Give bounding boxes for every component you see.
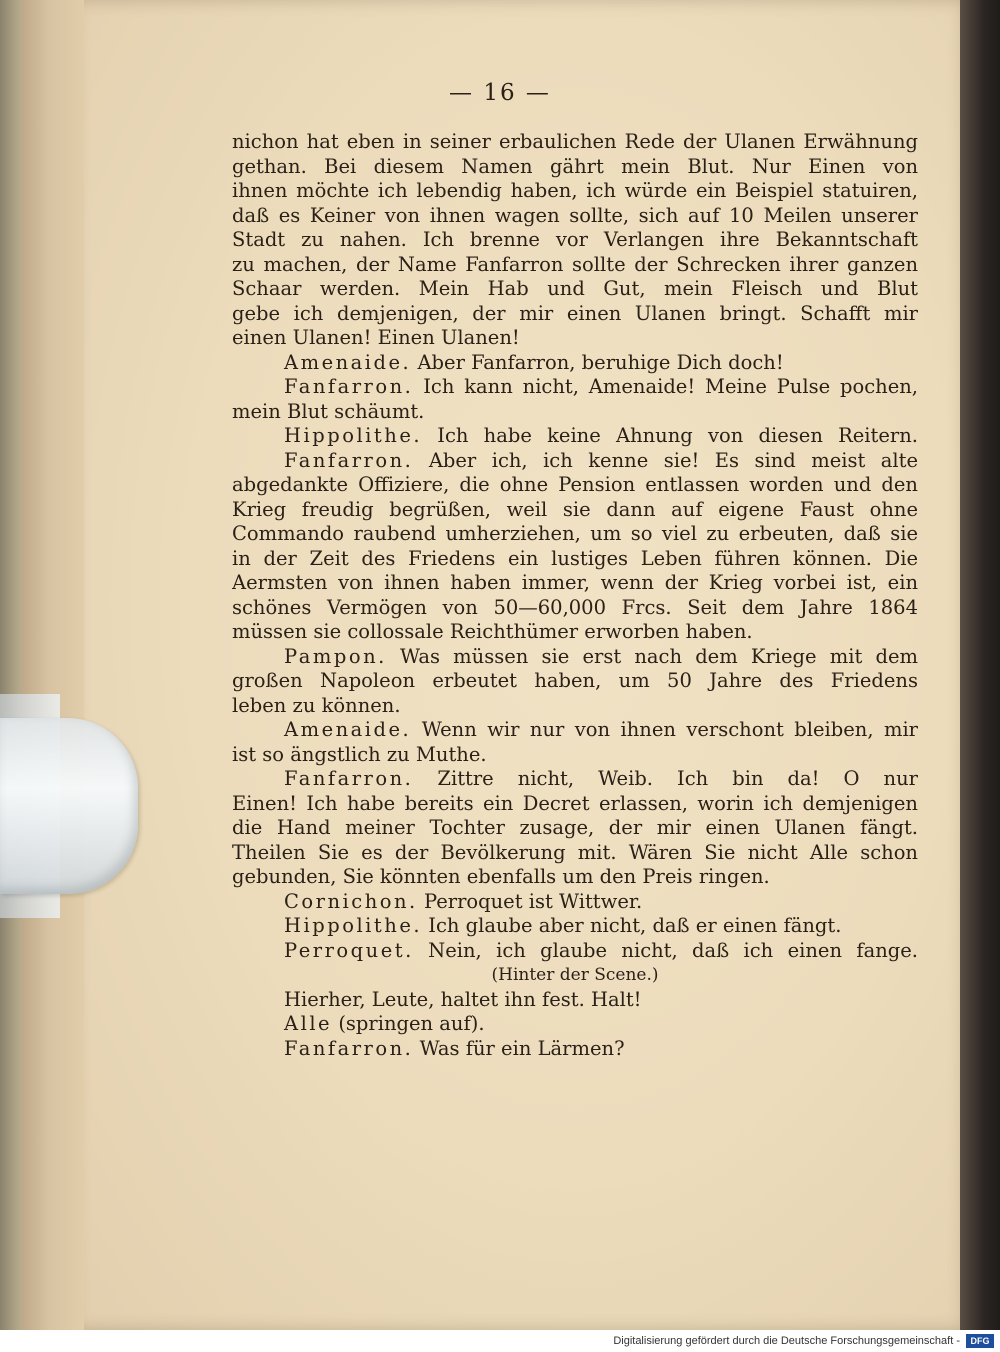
- text-line: [232, 865, 918, 890]
- page-number: — 16 —: [449, 80, 551, 106]
- speaker-name: Fanfarron.: [284, 375, 414, 398]
- line-text: zu machen, der Name Fanfarron sollte der Schrecken ihrer ganzen: [232, 252, 918, 276]
- line-text: großen Napoleon erbeutet haben, um 50 Jahre des Friedens: [232, 669, 918, 692]
- footer-bar: [0, 1330, 1000, 1352]
- text-line: [232, 375, 918, 400]
- text-line: [232, 767, 918, 792]
- text-line: [232, 351, 918, 376]
- text-line: [232, 596, 918, 621]
- line-text: Ich kann nicht, Amenaide! Meine Pulse pochen,: [423, 375, 918, 398]
- speaker-name: Amenaide.: [284, 718, 412, 741]
- text-line: [232, 522, 918, 547]
- book-cover-board: [22, 0, 85, 1330]
- line-text: (Hinter der Scene.): [491, 965, 659, 985]
- line-text: Aber ich, ich kenne sie! Es sind meist alte: [428, 448, 918, 472]
- line-text: daß es Keiner von ihnen wagen sollte, sich auf 10 Meilen unserer: [232, 203, 918, 227]
- text-line: [232, 669, 918, 694]
- speaker-name: Alle: [284, 1012, 333, 1035]
- line-text: Ich glaube aber nicht, daß er einen fängt.: [428, 914, 842, 937]
- text-line: [232, 302, 918, 327]
- speaker-name: Amenaide.: [284, 350, 412, 374]
- text-line: [232, 473, 918, 498]
- text-line: [232, 155, 918, 180]
- line-text: abgedankte Offiziere, die ohne Pension entlassen worden und den: [232, 473, 918, 496]
- text-line: [232, 718, 918, 743]
- line-text: die Hand meiner Tochter zusage, der mir einen Ulanen fängt.: [232, 816, 918, 839]
- line-text: Was müssen sie erst nach dem Kriege mit dem: [400, 644, 918, 668]
- line-text: ihnen möchte ich lebendig haben, ich würde ein Beispiel statuiren,: [232, 179, 918, 202]
- line-text: Was für ein Lärmen?: [419, 1036, 625, 1060]
- speaker-name: Hippolithe.: [284, 424, 423, 447]
- text-line: [232, 694, 918, 719]
- plastic-page-clip: [0, 718, 138, 894]
- text-line: [232, 228, 918, 253]
- line-text: in der Zeit des Friedens ein lustiges Leben führen können. Die: [232, 546, 918, 570]
- text-line: [232, 645, 918, 670]
- line-text: Stadt zu nahen. Ich brenne vor Verlangen ihre Bekanntschaft: [232, 228, 918, 251]
- speaker-name: Cornichon.: [284, 889, 418, 913]
- text-line: [232, 1012, 918, 1037]
- speaker-name: Hippolithe.: [284, 914, 423, 937]
- line-text: müssen sie collossale Reichthümer erworben haben.: [232, 620, 753, 643]
- speaker-name: Fanfarron.: [284, 448, 414, 472]
- line-text: gethan. Bei diesem Namen gährt mein Blut. Nur Einen von: [232, 154, 918, 178]
- text-line: [232, 498, 918, 523]
- text-line: [232, 816, 918, 841]
- text-line: [232, 792, 918, 817]
- line-text: Aber Fanfarron, beruhige Dich doch!: [417, 350, 784, 374]
- text-line: [232, 547, 918, 572]
- footer-credit: Digitalisierung gefördert durch die Deutsche Forschungsgemeinschaft -: [613, 1335, 960, 1347]
- dfg-logo-icon: DFG: [966, 1334, 994, 1348]
- line-text: Ich habe keine Ahnung von diesen Reitern.: [437, 424, 918, 447]
- line-text: Hierher, Leute, haltet ihn fest. Halt!: [284, 987, 642, 1011]
- text-line: [232, 571, 918, 596]
- line-text: schönes Vermögen von 50—60,000 Frcs. Seit dem Jahre 1864: [232, 595, 918, 619]
- line-text: ist so ängstlich zu Muthe.: [232, 742, 487, 766]
- line-text: Theilen Sie es der Bevölkerung mit. Wären Sie nicht Alle schon: [232, 840, 918, 864]
- text-line: [232, 988, 918, 1013]
- text-line: [232, 890, 918, 915]
- speaker-name: Perroquet.: [284, 938, 414, 962]
- text-line: [232, 963, 918, 988]
- line-text: Krieg freudig begrüßen, weil sie dann auf eigene Faust ohne: [232, 497, 918, 521]
- line-text: einen Ulanen! Einen Ulanen!: [232, 326, 520, 349]
- text-line: [232, 914, 918, 939]
- line-text: nichon hat eben in seiner erbaulichen Rede der Ulanen Erwähnung: [232, 130, 918, 153]
- line-text: Perroquet ist Wittwer.: [423, 889, 643, 913]
- text-line: [232, 743, 918, 768]
- text-line: [232, 204, 918, 229]
- text-line: [232, 449, 918, 474]
- text-block: [232, 130, 918, 1061]
- line-text: Einen! Ich habe bereits ein Decret erlassen, worin ich demjenigen: [232, 791, 918, 815]
- text-line: [232, 277, 918, 302]
- speaker-name: Fanfarron.: [284, 1036, 414, 1060]
- line-text: leben zu können.: [232, 693, 401, 717]
- line-text: Wenn wir nur von ihnen verschont bleiben, mir: [421, 718, 918, 741]
- line-text: gebe ich demjenigen, der mir einen Ulanen bringt. Schafft mir: [232, 301, 918, 325]
- line-text: Commando raubend umherziehen, um so viel zu erbeuten, daß sie: [232, 522, 918, 545]
- line-text: Nein, ich glaube nicht, daß ich einen fange.: [428, 938, 918, 962]
- page-gutter-shadow: [960, 0, 1000, 1330]
- text-line: [232, 179, 918, 204]
- line-text: Schaar werden. Mein Hab und Gut, mein Fleisch und Blut: [232, 277, 918, 300]
- line-text: Zittre nicht, Weib. Ich bin da! O nur: [437, 767, 918, 790]
- line-text: mein Blut schäumt.: [232, 399, 425, 423]
- text-line: [232, 400, 918, 425]
- text-line: [232, 253, 918, 278]
- text-line: [232, 939, 918, 964]
- line-text: (springen auf).: [338, 1012, 485, 1035]
- text-line: [232, 620, 918, 645]
- line-text: Aermsten von ihnen haben immer, wenn der Krieg vorbei ist, ein: [232, 571, 918, 594]
- text-line: [232, 841, 918, 866]
- speaker-name: Pampon.: [284, 644, 387, 668]
- text-line: [232, 1037, 918, 1062]
- text-line: [232, 130, 918, 155]
- line-text: gebunden, Sie könnten ebenfalls um den Preis ringen.: [232, 865, 770, 888]
- text-line: [232, 424, 918, 449]
- text-line: [232, 326, 918, 351]
- speaker-name: Fanfarron.: [284, 767, 414, 790]
